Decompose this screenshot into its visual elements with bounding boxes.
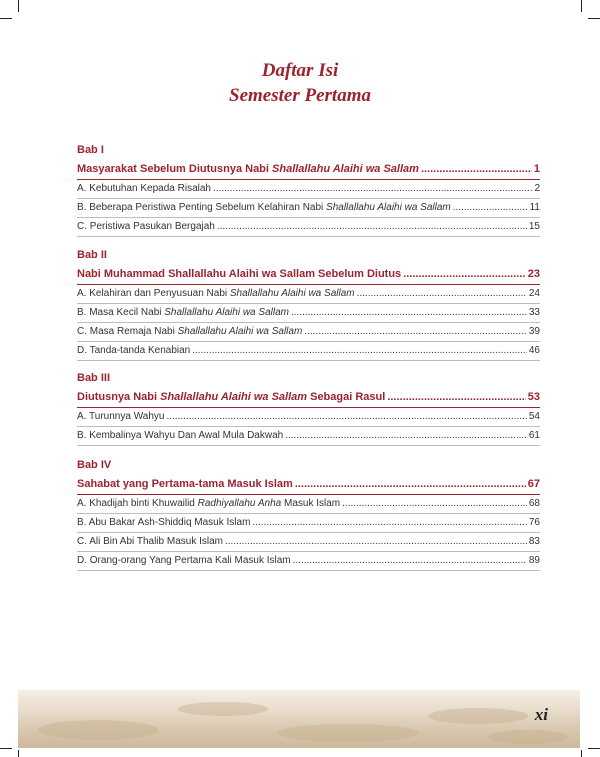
page-ref: 83 xyxy=(528,536,540,547)
toc-section xyxy=(77,245,540,361)
toc-section xyxy=(77,455,540,571)
chapter-title-italic: Shallallahu Alaihi wa Sallam xyxy=(272,163,419,175)
page-subtitle: Semester Pertama xyxy=(229,85,371,106)
toc-entry[interactable] xyxy=(77,218,540,237)
bab-heading: Bab I xyxy=(77,144,104,156)
entry-title: B. Beberapa Peristiwa Penting Sebelum Kelahiran Nabi xyxy=(77,202,327,213)
dot-leader xyxy=(217,218,527,236)
toc-entry[interactable]: B. Masa Kecil Nabi Shallallahu Alaihi wa Sallam ..... 33 xyxy=(77,304,540,323)
toc-entry[interactable]: A. Khadijah binti Khuwailid Radhiyallahu Anha Masuk Islam ..... 68 xyxy=(77,495,540,514)
dot-leader xyxy=(304,323,527,341)
page-ref: 15 xyxy=(528,221,540,232)
toc-chapter-row[interactable]: Diutusnya Nabi Shallallahu Alaihi wa Sallam Sebagai Rasul ..... 53 xyxy=(77,388,540,408)
crop-mark xyxy=(581,0,582,12)
toc-entry[interactable] xyxy=(77,533,540,552)
page-ref: 61 xyxy=(528,430,540,441)
chapter-title: Diutusnya Nabi xyxy=(77,391,161,403)
toc-section xyxy=(77,140,540,237)
entry-title: C. Peristiwa Pasukan Bergajah xyxy=(77,221,215,232)
entry-title: A. Kebutuhan Kepada Risalah xyxy=(77,183,211,194)
entry-title: C. Ali Bin Abi Thalib Masuk Islam xyxy=(77,536,223,547)
entry-title: B. Masa Kecil Nabi xyxy=(77,307,165,318)
dot-leader xyxy=(225,533,527,551)
dot-leader xyxy=(387,388,525,407)
page-ref: 24 xyxy=(528,288,540,299)
bab-heading: Bab IV xyxy=(77,459,112,471)
dot-leader xyxy=(295,475,526,494)
page-ref: 11 xyxy=(529,202,540,213)
toc-entry[interactable] xyxy=(77,342,540,361)
dot-leader xyxy=(285,427,527,445)
dot-leader xyxy=(291,304,527,322)
dot-leader xyxy=(192,342,527,360)
page-ref: 76 xyxy=(528,517,540,528)
crop-mark xyxy=(581,750,582,757)
chapter-title: Nabi Muhammad Shallallahu Alaihi wa Sallam Sebelum Diutus xyxy=(77,268,402,280)
page-title: Daftar Isi xyxy=(261,60,339,81)
entry-title: A. Kelahiran dan Penyusuan Nabi xyxy=(77,288,230,299)
page-ref: 39 xyxy=(528,326,540,337)
dot-leader xyxy=(213,180,532,198)
chapter-title: Masyarakat Sebelum Diutusnya Nabi xyxy=(77,163,273,175)
toc-chapter-row[interactable] xyxy=(77,475,540,495)
crop-mark xyxy=(588,18,600,19)
toc-entry[interactable] xyxy=(77,180,540,199)
sand-footer-image xyxy=(18,690,580,748)
crop-mark xyxy=(0,748,12,749)
dot-leader xyxy=(293,552,527,570)
dot-leader xyxy=(453,199,528,217)
dot-leader xyxy=(357,285,527,303)
entry-title: C. Masa Remaja Nabi xyxy=(77,326,178,337)
entry-title: A. Khadijah binti Khuwailid xyxy=(77,498,198,509)
crop-mark xyxy=(588,748,600,749)
toc-chapter-row[interactable] xyxy=(77,265,540,285)
toc-entry[interactable]: A. Kelahiran dan Penyusuan Nabi Shallallahu Alaihi wa Sallam ..... 24 xyxy=(77,285,540,304)
page-ref: 2 xyxy=(534,183,540,194)
page-ref: 1 xyxy=(533,163,540,175)
toc-section xyxy=(77,368,540,446)
chapter-title: Sahabat yang Pertama-tama Masuk Islam xyxy=(77,478,293,490)
crop-mark xyxy=(0,18,12,19)
page-ref: 67 xyxy=(527,478,540,490)
crop-mark xyxy=(18,750,19,757)
toc-entry[interactable] xyxy=(77,408,540,427)
crop-mark xyxy=(18,0,19,12)
page-ref: 68 xyxy=(528,498,540,509)
page-ref: 54 xyxy=(528,411,540,422)
toc-entry[interactable] xyxy=(77,552,540,571)
page-number: xi xyxy=(534,705,548,724)
entry-title: B. Kembalinya Wahyu Dan Awal Mula Dakwah xyxy=(77,430,284,441)
page-ref: 46 xyxy=(528,345,540,356)
toc-chapter-row[interactable] xyxy=(77,160,540,180)
bab-heading: Bab II xyxy=(77,249,107,261)
page-ref: 33 xyxy=(528,307,540,318)
toc-entry[interactable]: C. Masa Remaja Nabi Shallallahu Alaihi wa Sallam ..... 39 xyxy=(77,323,540,342)
entry-title: D. Orang-orang Yang Pertama Kali Masuk Islam xyxy=(77,555,291,566)
toc-entry[interactable]: B. Beberapa Peristiwa Penting Sebelum Kelahiran Nabi Shallallahu Alaihi wa Sallam ..... 11 xyxy=(77,199,540,218)
dot-leader xyxy=(252,514,526,532)
toc-entry[interactable] xyxy=(77,427,540,446)
entry-title: D. Tanda-tanda Kenabian xyxy=(77,345,191,356)
dot-leader xyxy=(403,265,526,284)
page-ref: 89 xyxy=(528,555,540,566)
dot-leader xyxy=(421,160,532,179)
toc-entry[interactable] xyxy=(77,514,540,533)
dot-leader xyxy=(166,408,526,426)
entry-title: A. Turunnya Wahyu xyxy=(77,411,165,422)
page-ref: 23 xyxy=(527,268,540,280)
bab-heading: Bab III xyxy=(77,372,111,384)
dot-leader xyxy=(342,495,527,513)
page-ref: 53 xyxy=(527,391,540,403)
entry-title: B. Abu Bakar Ash-Shiddiq Masuk Islam xyxy=(77,517,251,528)
